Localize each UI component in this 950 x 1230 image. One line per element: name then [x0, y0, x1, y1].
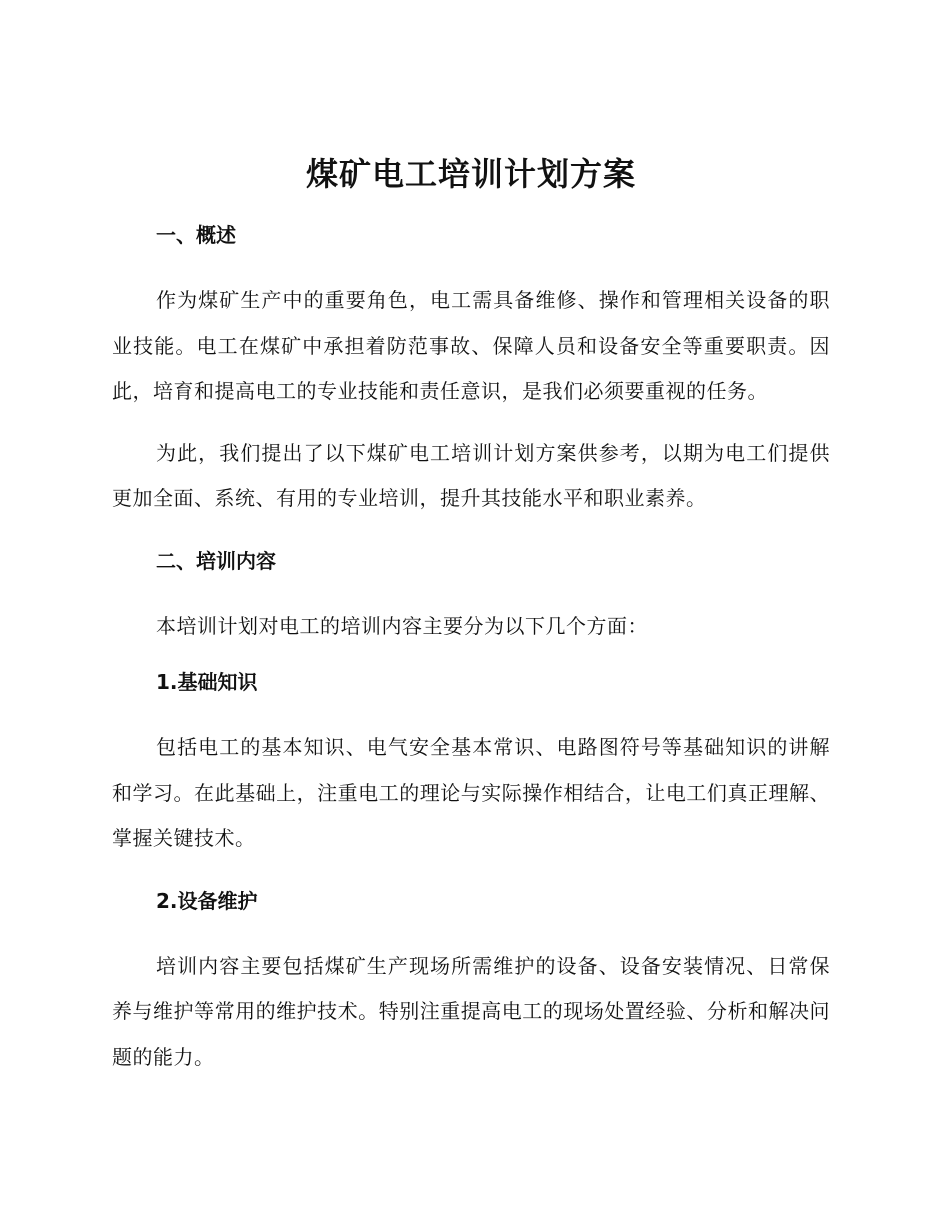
subsection-heading-equipment-maintenance: 2.设备维护 — [156, 888, 258, 913]
section-heading-overview: 一、概述 — [156, 223, 236, 247]
overview-paragraph: 作为煤矿生产中的重要角色，电工需具备维修、操作和管理相关设备的职业技能。电工在煤矿中承担着防范事故、保障人员和设备安全等重要职责。因此，培育和提高电工的专业技能和责任意识，是我们必须要重视的任务。 — [112, 288, 830, 403]
training-content-intro: 本培训计划对电工的培训内容主要分为以下几个方面： — [156, 613, 648, 638]
document-title: 煤矿电工培训计划方案 — [305, 155, 636, 193]
overview-paragraph: 为此，我们提出了以下煤矿电工培训计划方案供参考，以期为电工们提供更加全面、系统、有用的专业培训，提升其技能水平和职业素养。 — [112, 440, 830, 510]
section-heading-training-content: 二、培训内容 — [156, 548, 276, 573]
basic-knowledge-paragraph: 包括电工的基本知识、电气安全基本常识、电路图符号等基础知识的讲解和学习。在此基础上，注重电工的理论与实际操作相结合，让电工们真正理解、掌握关键技术。 — [112, 735, 830, 850]
subsection-heading-basic-knowledge: 1.基础知识 — [156, 670, 258, 694]
equipment-maintenance-paragraph: 培训内容主要包括煤矿生产现场所需维护的设备、设备安装情况、日常保养与维护等常用的维护技术。特别注重提高电工的现场处置经验、分析和解决问题的能力。 — [112, 953, 830, 1069]
